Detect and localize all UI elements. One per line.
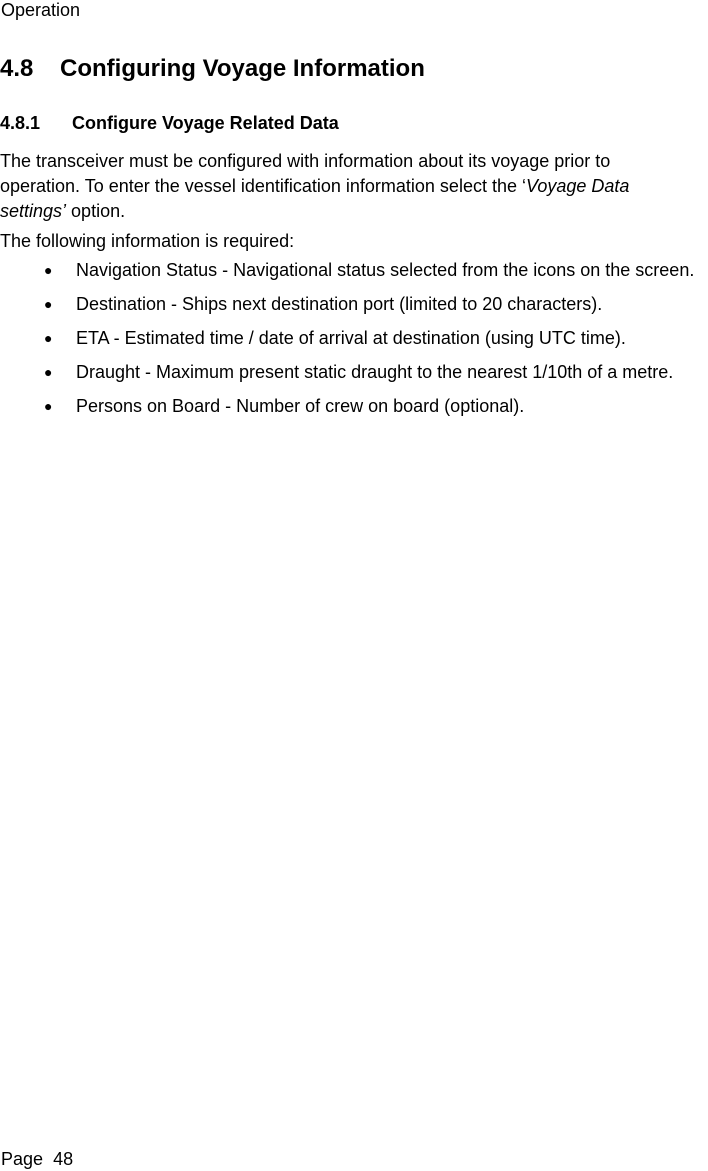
list-item: [0, 394, 708, 419]
subsection-heading: [0, 112, 339, 134]
subsection-number: 4.8.1: [0, 113, 41, 133]
bullet-icon: ●: [44, 262, 53, 278]
list-item: [0, 326, 708, 351]
list-item-text: Persons on Board - Number of crew on board (optional).: [76, 396, 525, 416]
page-footer: [1, 1148, 73, 1170]
bullet-icon: ●: [44, 296, 53, 312]
page-label: Page: [1, 1149, 44, 1169]
section-heading: [0, 55, 425, 83]
list-item-text: Destination - Ships next destination port (limited to 20 characters).: [76, 294, 603, 314]
intro-text-after: option.: [66, 201, 126, 221]
bullet-icon: ●: [44, 398, 53, 414]
page-header-section: Operation: [1, 0, 81, 20]
intro-emphasis: Voyage Data settings’: [0, 176, 630, 221]
page-number: 48: [53, 1149, 74, 1169]
required-info-list: [0, 258, 708, 428]
subsection-title: Configure Voyage Related Data: [72, 113, 339, 133]
intro-paragraph: [0, 149, 690, 224]
list-item-text: Navigation Status - Navigational status selected from the icons on the screen.: [76, 260, 695, 280]
bullet-icon: ●: [44, 364, 53, 380]
list-item: [0, 360, 708, 385]
section-title: Configuring Voyage Information: [60, 55, 425, 82]
list-item: [0, 292, 708, 317]
required-info-paragraph: The following information is required:: [0, 231, 295, 251]
list-item-text: ETA - Estimated time / date of arrival at destination (using UTC time).: [76, 328, 626, 348]
section-number: 4.8: [0, 55, 34, 82]
list-item-text: Draught - Maximum present static draught to the nearest 1/10th of a metre.: [76, 362, 674, 382]
bullet-icon: ●: [44, 330, 53, 346]
list-item: [0, 258, 708, 283]
intro-text-before: The transceiver must be configured with information about its voyage prior to operation. To enter the vessel identification information select the ‘: [0, 151, 611, 196]
